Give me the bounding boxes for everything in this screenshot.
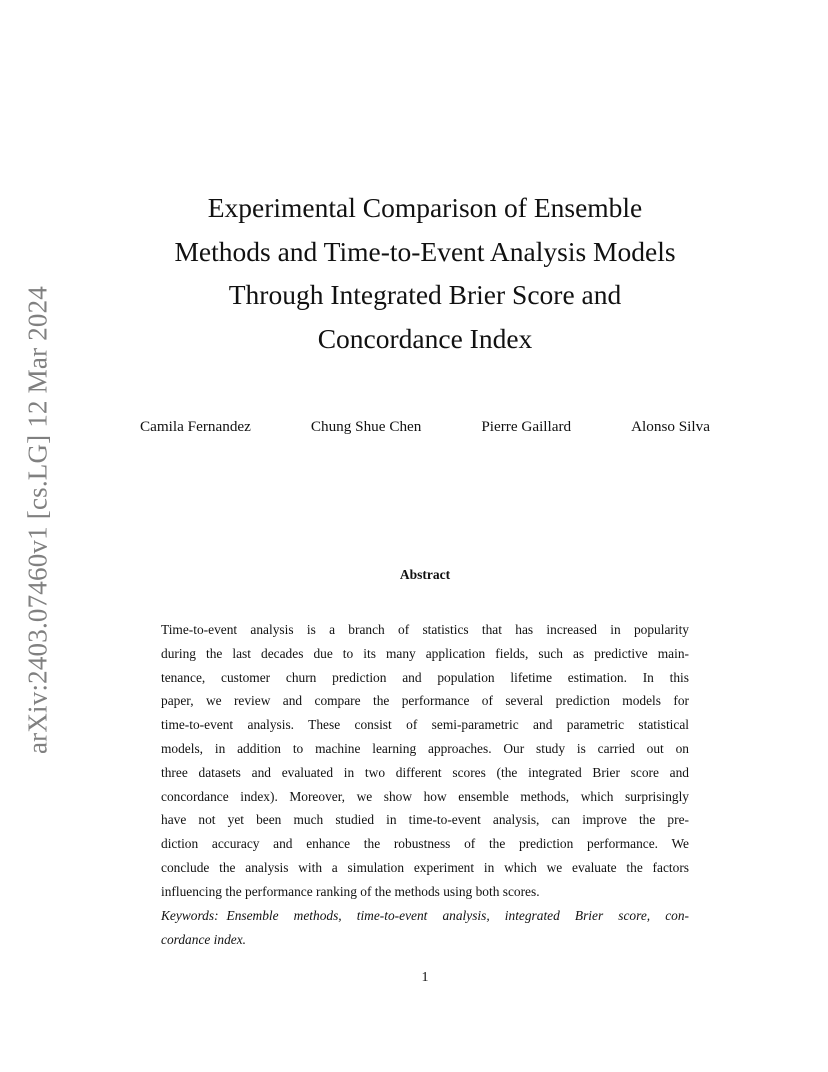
abstract-line: conclude the analysis with a simulation experiment in which we evaluate the factors xyxy=(161,859,689,875)
keywords-line: cordance index. xyxy=(161,931,247,947)
author: Pierre Gaillard xyxy=(481,418,572,435)
author: Chung Shue Chen xyxy=(310,418,422,435)
abstract-line: diction accuracy and enhance the robustness of the prediction performance. We xyxy=(161,836,689,852)
abstract-line: influencing the performance ranking of the methods using both scores. xyxy=(161,883,540,899)
abstract-body xyxy=(161,618,689,904)
author: Camila Fernandez xyxy=(140,418,251,435)
abstract-line: concordance index). Moreover, we show how ensemble methods, which surprisingly xyxy=(161,788,689,804)
abstract-line: paper, we review and compare the performance of several prediction models for xyxy=(161,693,689,709)
author: Alonso Silva xyxy=(631,418,710,435)
keywords-label: Keywords: xyxy=(161,908,219,923)
abstract-line: tenance, customer churn prediction and population lifetime estimation. In this xyxy=(161,669,689,685)
title-line: Methods and Time-to-Event Analysis Models xyxy=(174,235,676,267)
keywords xyxy=(161,904,689,952)
paper-title xyxy=(90,186,760,360)
abstract-line: time-to-event analysis. These consist of semi-parametric and parametric statistical xyxy=(161,717,689,733)
abstract-line: three datasets and evaluated in two different scores (the integrated Brier score and xyxy=(161,764,689,780)
keywords-line xyxy=(161,904,689,928)
abstract-line: during the last decades due to its many application fields, such as predictive main- xyxy=(161,645,689,661)
author-list xyxy=(140,418,710,436)
abstract-line: have not yet been much studied in time-to-event analysis, can improve the pre- xyxy=(161,812,689,828)
arxiv-stamp: arXiv:2403.07460v1 [cs.LG] 12 Mar 2024 xyxy=(22,285,53,755)
page-number: 1 xyxy=(421,970,429,985)
keywords-text: Ensemble methods, time-to-event analysis, integrated Brier score, con- xyxy=(226,908,689,923)
title-line: Concordance Index xyxy=(317,322,533,354)
abstract-line: Time-to-event analysis is a branch of statistics that has increased in popularity xyxy=(161,622,689,637)
title-line: Experimental Comparison of Ensemble xyxy=(207,192,643,223)
title-line: Through Integrated Brier Score and xyxy=(228,279,622,310)
abstract-heading: Abstract xyxy=(399,567,451,582)
abstract-line: models, in addition to machine learning approaches. Our study is carried out on xyxy=(161,740,689,756)
